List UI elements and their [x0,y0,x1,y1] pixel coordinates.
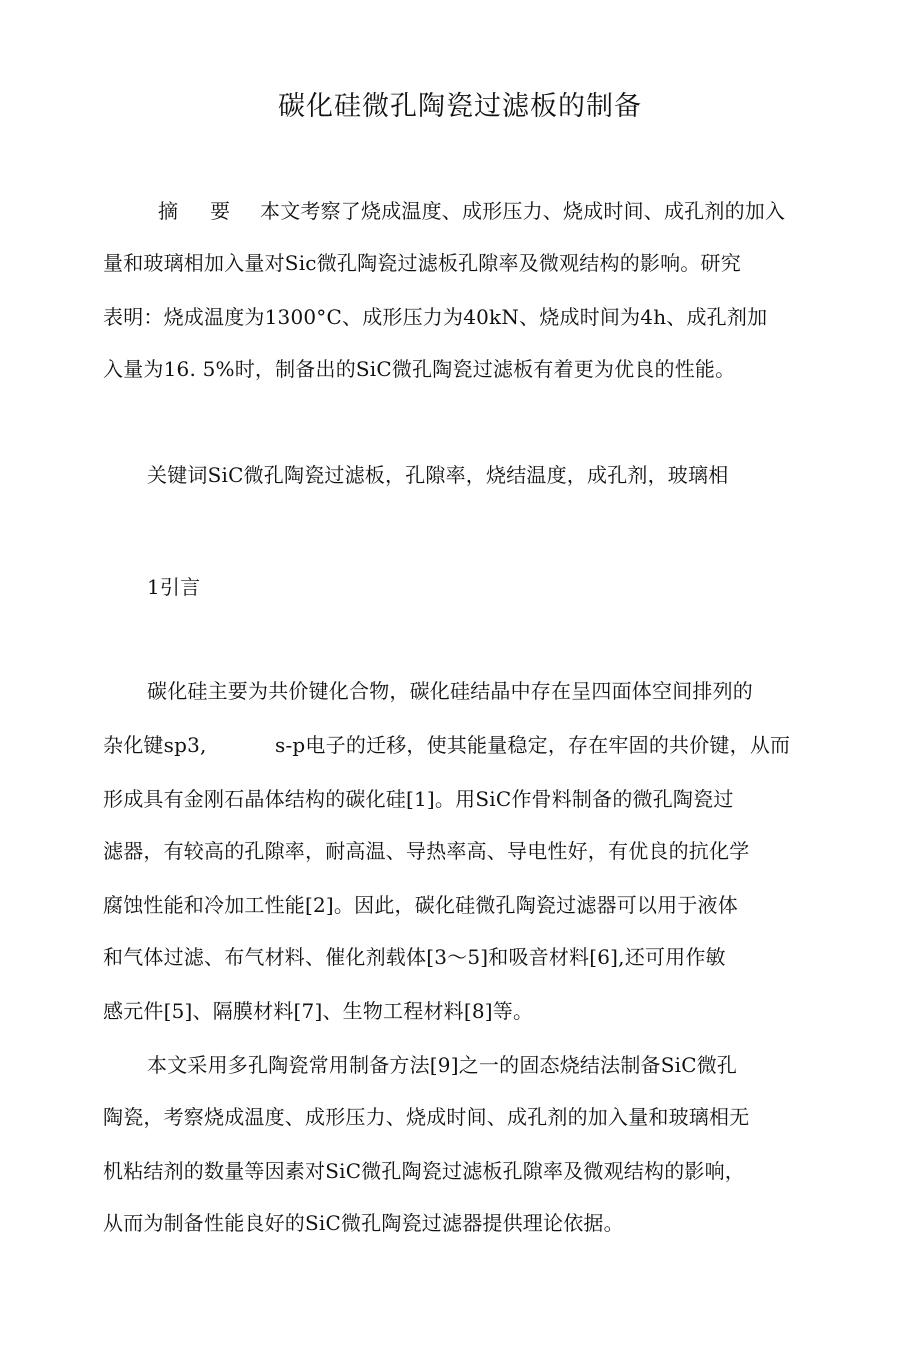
keywords: 关键词SiC微孔陶瓷过滤板，孔隙率，烧结温度，成孔剂，玻璃相 [147,463,729,487]
paragraph-line: 碳化硅主要为共价键化合物，碳化硅结晶中存在呈四面体空间排列的 [147,679,753,703]
paragraph-line: 和气体过滤、布气材料、催化剂载体[3〜5]和吸音材料[6],还可用作敏 [103,945,726,969]
section-heading: 1引言 [147,575,201,599]
paragraph-line: 感元件[5]、隔膜材料[7]、生物工程材料[8]等。 [103,999,534,1023]
abstract-line: 入量为16. 5%时，制备出的SiC微孔陶瓷过滤板有着更为优良的性能。 [103,357,736,381]
abstract-line: 本文考察了烧成温度、成形压力、烧成时间、成孔剂的加入 [260,199,786,223]
document-title: 碳化硅微孔陶瓷过滤板的制备 [278,91,642,122]
paragraph-line: 从而为制备性能良好的SiC微孔陶瓷过滤器提供理论依据。 [103,1211,624,1235]
paragraph-line: 腐蚀性能和冷加工性能[2]。因此，碳化硅微孔陶瓷过滤器可以用于液体 [103,893,738,917]
abstract-line: 量和玻璃相加入量对Sic微孔陶瓷过滤板孔隙率及微观结构的影响。研究 [103,251,741,275]
paragraph-line: 杂化键sp3, [103,733,207,757]
paragraph-line: 陶瓷，考察烧成温度、成形压力、烧成时间、成孔剂的加入量和玻璃相无 [103,1105,750,1129]
abstract-line: 表明：烧成温度为1300°C、成形压力为40kN、烧成时间为4h、成孔剂加 [103,305,768,329]
abstract-label-2: 要 [210,199,231,223]
paragraph-line: 本文采用多孔陶瓷常用制备方法[9]之一的固态烧结法制备SiC微孔 [147,1053,738,1077]
paragraph-line: s-p电子的迁移，使其能量稳定，存在牢固的共价键，从而 [275,733,791,757]
paragraph-line: 滤器，有较高的孔隙率，耐高温、导热率高、导电性好，有优良的抗化学 [103,839,750,863]
paragraph-line: 机粘结剂的数量等因素对SiC微孔陶瓷过滤板孔隙率及微观结构的影响， [103,1159,745,1183]
abstract-label-1: 摘 [158,199,179,223]
paragraph-line: 形成具有金刚石晶体结构的碳化硅[1]。用SiC作骨料制备的微孔陶瓷过 [103,787,734,811]
